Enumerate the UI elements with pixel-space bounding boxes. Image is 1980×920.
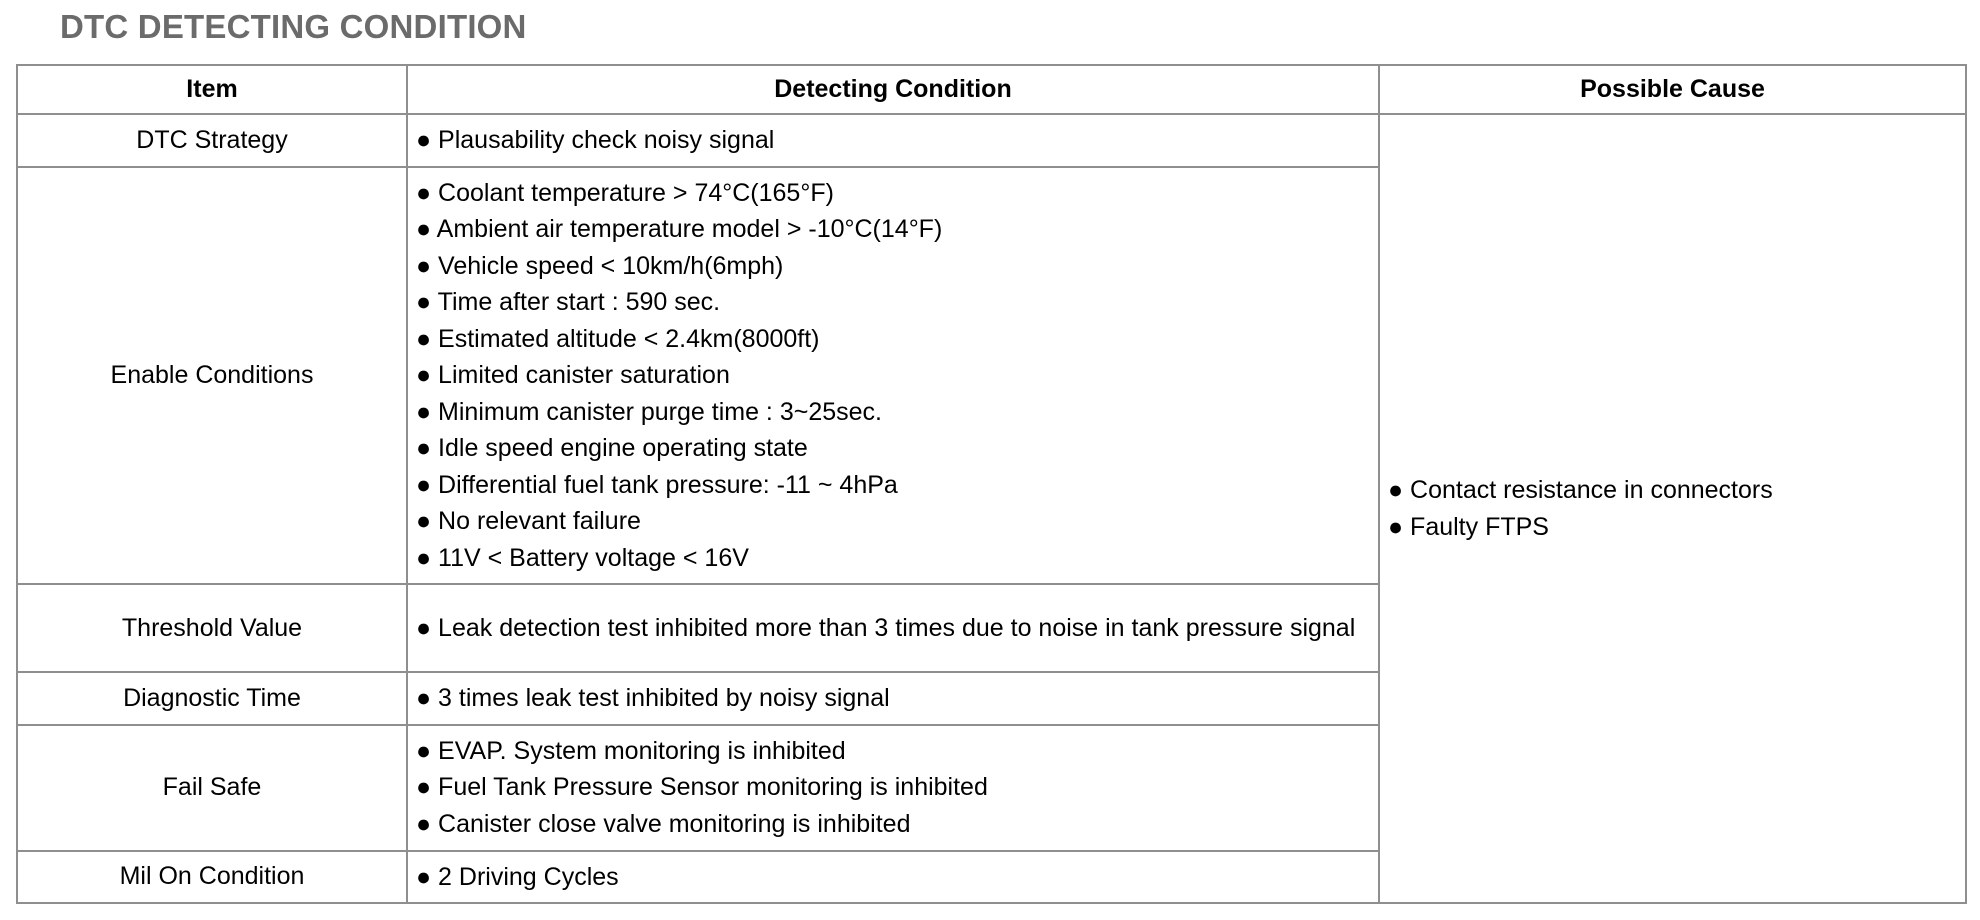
condition-line: ● 11V < Battery voltage < 16V [416,543,749,572]
cause-line: ● Contact resistance in connectors [1388,476,1773,504]
item-cell-threshold-value: Threshold Value [17,584,407,672]
condition-line: ● 2 Driving Cycles [416,862,619,891]
column-header-detecting-condition: Detecting Condition [407,65,1379,114]
condition-line: ● Fuel Tank Pressure Sensor monitoring is inhibited [416,773,988,802]
condition-cell-enable-conditions [407,167,1379,585]
table-row [17,114,1966,167]
condition-line: ● 3 times leak test inhibited by noisy signal [416,684,890,712]
page-title: DTC DETECTING CONDITION [60,8,527,45]
item-cell-mil-on-condition: Mil On Condition [17,851,407,904]
condition-line: ● Plausability check noisy signal [416,126,775,154]
condition-line: ● Differential fuel tank pressure: -11 ~ 4hPa [416,470,898,499]
column-header-item: Item [17,65,407,114]
item-cell-fail-safe: Fail Safe [17,725,407,851]
condition-line: ● EVAP. System monitoring is inhibited [416,736,846,765]
condition-line: ● Vehicle speed < 10km/h(6mph) [416,251,784,280]
condition-cell-fail-safe [407,725,1379,851]
item-cell-diagnostic-time: Diagnostic Time [17,672,407,725]
condition-cell-diagnostic-time [407,672,1379,725]
condition-line: ● Limited canister saturation [416,361,730,389]
condition-line: ● Minimum canister purge time : 3~25sec. [416,397,882,426]
column-header-possible-cause: Possible Cause [1379,65,1966,114]
item-cell-enable-conditions: Enable Conditions [17,167,407,585]
condition-line: ● Canister close valve monitoring is inhibited [416,809,911,838]
condition-line: ● Leak detection test inhibited more than 3 times due to noise in tank pressure signal [416,613,1356,642]
item-cell-dtc-strategy: DTC Strategy [17,114,407,167]
condition-line: ● No relevant failure [416,507,641,535]
table-header-row [17,65,1966,114]
condition-line: ● Estimated altitude < 2.4km(8000ft) [416,324,820,353]
dtc-condition-table [16,64,1967,904]
condition-cell-mil-on-condition [407,851,1379,904]
cause-line: ● Faulty FTPS [1388,512,1549,541]
condition-line: ● Idle speed engine operating state [416,434,808,462]
condition-line: ● Time after start : 590 sec. [416,288,721,316]
possible-cause-cell [1379,114,1966,903]
condition-cell-threshold-value [407,584,1379,672]
condition-line: ● Ambient air temperature model > -10°C(14°F) [416,215,943,243]
condition-line: ● Coolant temperature > 74°C(165°F) [416,178,834,207]
condition-cell-dtc-strategy [407,114,1379,167]
